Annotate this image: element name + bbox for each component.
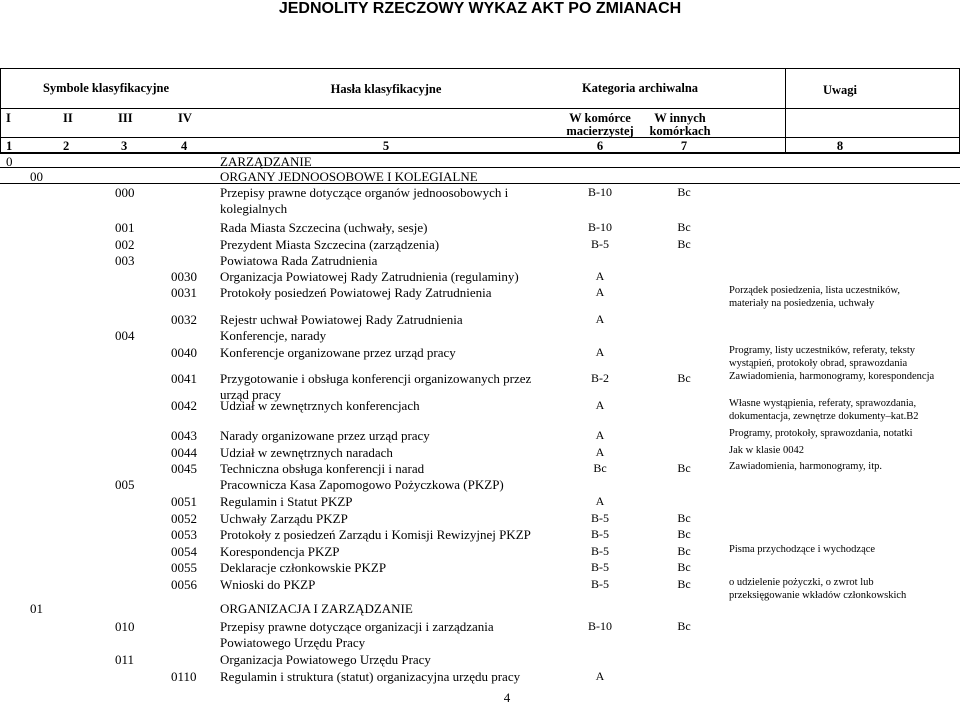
row-symbol: 0053 bbox=[171, 527, 197, 542]
row-name: Protokoły posiedzeń Powiatowej Rady Zatrudnienia bbox=[220, 285, 492, 300]
row-uwagi: Pisma przychodzące i wychodzące bbox=[729, 544, 876, 555]
row-symbol: 000 bbox=[115, 185, 135, 200]
row-divider bbox=[0, 167, 960, 168]
row-kategoria-inne: Bc bbox=[677, 220, 691, 234]
row-name: Pracownicza Kasa Zapomogowo Pożyczkowa (PKZP) bbox=[220, 477, 504, 492]
header-divider bbox=[0, 108, 960, 109]
row-kategoria-inne: Bc bbox=[677, 185, 691, 199]
row-kategoria-macierzysta: B-10 bbox=[588, 185, 612, 199]
row-uwagi: materiały na posiedzenia, uchwały bbox=[729, 298, 875, 309]
column-number: 4 bbox=[181, 139, 188, 153]
uwagi-divider bbox=[785, 68, 786, 152]
row-kategoria-macierzysta: A bbox=[595, 285, 605, 299]
row-symbol: 0030 bbox=[171, 269, 197, 284]
row-name: Regulamin i struktura (statut) organizacyjna urzędu pracy bbox=[220, 669, 521, 684]
header-w-innych: W innych bbox=[654, 111, 706, 125]
row-name: Uchwały Zarządu PKZP bbox=[220, 511, 348, 526]
row-kategoria-inne: Bc bbox=[677, 461, 691, 475]
header-divider bbox=[0, 137, 960, 138]
row-symbol: 0031 bbox=[171, 285, 197, 300]
row-name: urząd pracy bbox=[220, 387, 281, 402]
row-name: Powiatowa Rada Zatrudnienia bbox=[220, 253, 378, 268]
row-symbol: 0055 bbox=[171, 560, 197, 575]
row-name: Organizacja Powiatowego Urzędu Pracy bbox=[220, 652, 431, 667]
row-symbol: 00 bbox=[30, 169, 43, 184]
header-w-komorce: W komórce bbox=[569, 111, 631, 125]
header-level-i: I bbox=[6, 111, 11, 125]
header-level-iv: IV bbox=[178, 111, 192, 125]
row-name: kolegialnych bbox=[220, 201, 288, 216]
row-name: Regulamin i Statut PKZP bbox=[220, 494, 353, 509]
row-kategoria-macierzysta: A bbox=[595, 269, 605, 283]
row-name: Przygotowanie i obsługa konferencji organizowanych przez bbox=[220, 371, 532, 386]
row-uwagi: Programy, protokoły, sprawozdania, notatki bbox=[729, 428, 913, 439]
page-number: 4 bbox=[503, 690, 511, 705]
row-kategoria-inne: Bc bbox=[677, 371, 691, 385]
row-name: Organizacja Powiatowej Rady Zatrudnienia (regulaminy) bbox=[220, 269, 519, 284]
row-symbol: 001 bbox=[115, 220, 135, 235]
row-name: Rejestr uchwał Powiatowej Rady Zatrudnienia bbox=[220, 312, 463, 327]
row-kategoria-macierzysta: B-5 bbox=[591, 237, 609, 251]
row-kategoria-macierzysta: B-10 bbox=[588, 619, 612, 633]
row-kategoria-macierzysta: Bc bbox=[593, 461, 607, 475]
row-uwagi: Zawiadomienia, harmonogramy, itp. bbox=[729, 461, 882, 472]
row-symbol: 0041 bbox=[171, 371, 197, 386]
row-divider bbox=[0, 183, 960, 184]
row-kategoria-macierzysta: A bbox=[595, 398, 605, 412]
row-kategoria-macierzysta: A bbox=[595, 345, 605, 359]
row-symbol: 0045 bbox=[171, 461, 197, 476]
row-kategoria-macierzysta: B-5 bbox=[591, 560, 609, 574]
row-symbol: 010 bbox=[115, 619, 135, 634]
row-name: Przepisy prawne dotyczące organów jednoosobowych i bbox=[220, 185, 509, 200]
row-kategoria-inne: Bc bbox=[677, 237, 691, 251]
row-kategoria-macierzysta: A bbox=[595, 494, 605, 508]
row-name: Udział w zewnętrznych naradach bbox=[220, 445, 393, 460]
row-name: Konferencje, narady bbox=[220, 328, 327, 343]
row-name: Narady organizowane przez urząd pracy bbox=[220, 428, 430, 443]
header-divider bbox=[0, 152, 960, 153]
row-symbol: 005 bbox=[115, 477, 135, 492]
header-hasla: Hasła klasyfikacyjne bbox=[330, 82, 442, 96]
row-kategoria-macierzysta: B-5 bbox=[591, 511, 609, 525]
row-kategoria-macierzysta: A bbox=[595, 445, 605, 459]
row-kategoria-macierzysta: A bbox=[595, 669, 605, 683]
header-kategoria: Kategoria archiwalna bbox=[581, 81, 699, 95]
row-name: Deklaracje członkowskie PKZP bbox=[220, 560, 387, 575]
row-name: ORGANIZACJA I ZARZĄDZANIE bbox=[220, 601, 413, 616]
row-uwagi: dokumentacja, zewnętrze dokumenty–kat.B2 bbox=[729, 411, 919, 422]
row-symbol: 0032 bbox=[171, 312, 197, 327]
header-w-innych: komórkach bbox=[649, 124, 711, 138]
row-uwagi: wystąpień, protokoły obrad, sprawozdania bbox=[729, 358, 908, 369]
row-uwagi: Porządek posiedzenia, lista uczestników, bbox=[729, 285, 901, 296]
row-symbol: 0040 bbox=[171, 345, 197, 360]
row-symbol: 0043 bbox=[171, 428, 197, 443]
row-symbol: 01 bbox=[30, 601, 43, 616]
header-uwagi: Uwagi bbox=[822, 83, 858, 97]
row-symbol: 0044 bbox=[171, 445, 197, 460]
column-number: 7 bbox=[680, 139, 688, 153]
row-name: Udział w zewnętrznych konferencjach bbox=[220, 398, 420, 413]
header-w-komorce: macierzystej bbox=[566, 124, 634, 138]
row-symbol: 002 bbox=[115, 237, 135, 252]
row-symbol: 004 bbox=[115, 328, 135, 343]
row-symbol: 0110 bbox=[171, 669, 197, 684]
row-kategoria-macierzysta: A bbox=[595, 428, 605, 442]
row-uwagi: Jak w klasie 0042 bbox=[729, 445, 804, 456]
row-symbol: 011 bbox=[115, 652, 135, 667]
row-kategoria-macierzysta: B-5 bbox=[591, 527, 609, 541]
row-name: Wnioski do PKZP bbox=[220, 577, 316, 592]
header-symbole: Symbole klasyfikacyjne bbox=[42, 81, 170, 95]
column-number: 6 bbox=[596, 139, 604, 153]
row-symbol: 0054 bbox=[171, 544, 197, 559]
row-symbol: 0042 bbox=[171, 398, 197, 413]
row-name: Konferencje organizowane przez urząd pracy bbox=[220, 345, 456, 360]
row-symbol: 003 bbox=[115, 253, 135, 268]
row-symbol: 0056 bbox=[171, 577, 197, 592]
header-level-iii: III bbox=[118, 111, 133, 125]
column-number: 8 bbox=[836, 139, 844, 153]
document-title: JEDNOLITY RZECZOWY WYKAZ AKT PO ZMIANACH bbox=[278, 0, 682, 17]
row-name: Powiatowego Urzędu Pracy bbox=[220, 635, 366, 650]
row-kategoria-inne: Bc bbox=[677, 511, 691, 525]
row-symbol: 0052 bbox=[171, 511, 197, 526]
row-kategoria-inne: Bc bbox=[677, 619, 691, 633]
row-name: ORGANY JEDNOOSOBOWE I KOLEGIALNE bbox=[220, 169, 478, 184]
row-name: Protokoły z posiedzeń Zarządu i Komisji Rewizyjnej PKZP bbox=[220, 527, 531, 542]
row-name: Techniczna obsługa konferencji i narad bbox=[220, 461, 425, 476]
row-name: ZARZĄDZANIE bbox=[220, 154, 312, 169]
row-kategoria-macierzysta: A bbox=[595, 312, 605, 326]
row-uwagi: o udzielenie pożyczki, o zwrot lub bbox=[729, 577, 874, 588]
row-name: Rada Miasta Szczecina (uchwały, sesje) bbox=[220, 220, 428, 235]
row-name: Przepisy prawne dotyczące organizacji i zarządzania bbox=[220, 619, 494, 634]
row-uwagi: Programy, listy uczestników, referaty, teksty bbox=[729, 345, 916, 356]
row-kategoria-macierzysta: B-5 bbox=[591, 544, 609, 558]
row-kategoria-macierzysta: B-10 bbox=[588, 220, 612, 234]
column-number: 2 bbox=[63, 139, 70, 153]
row-uwagi: Własne wystąpienia, referaty, sprawozdania, bbox=[729, 398, 917, 409]
row-name: Korespondencja PKZP bbox=[220, 544, 340, 559]
column-number: 1 bbox=[6, 139, 13, 153]
row-kategoria-inne: Bc bbox=[677, 527, 691, 541]
row-kategoria-macierzysta: B-2 bbox=[591, 371, 609, 385]
row-uwagi: przeksięgowanie wkładów członkowskich bbox=[729, 590, 907, 601]
header-level-ii: II bbox=[63, 111, 73, 125]
column-number: 3 bbox=[121, 139, 128, 153]
row-name: Prezydent Miasta Szczecina (zarządzenia) bbox=[220, 237, 440, 252]
row-kategoria-inne: Bc bbox=[677, 560, 691, 574]
row-symbol: 0 bbox=[6, 154, 13, 169]
row-kategoria-inne: Bc bbox=[677, 544, 691, 558]
row-uwagi: Zawiadomienia, harmonogramy, korespondencja bbox=[729, 371, 935, 382]
row-kategoria-inne: Bc bbox=[677, 577, 691, 591]
row-symbol: 0051 bbox=[171, 494, 197, 509]
row-kategoria-macierzysta: B-5 bbox=[591, 577, 609, 591]
column-number: 5 bbox=[382, 139, 390, 153]
